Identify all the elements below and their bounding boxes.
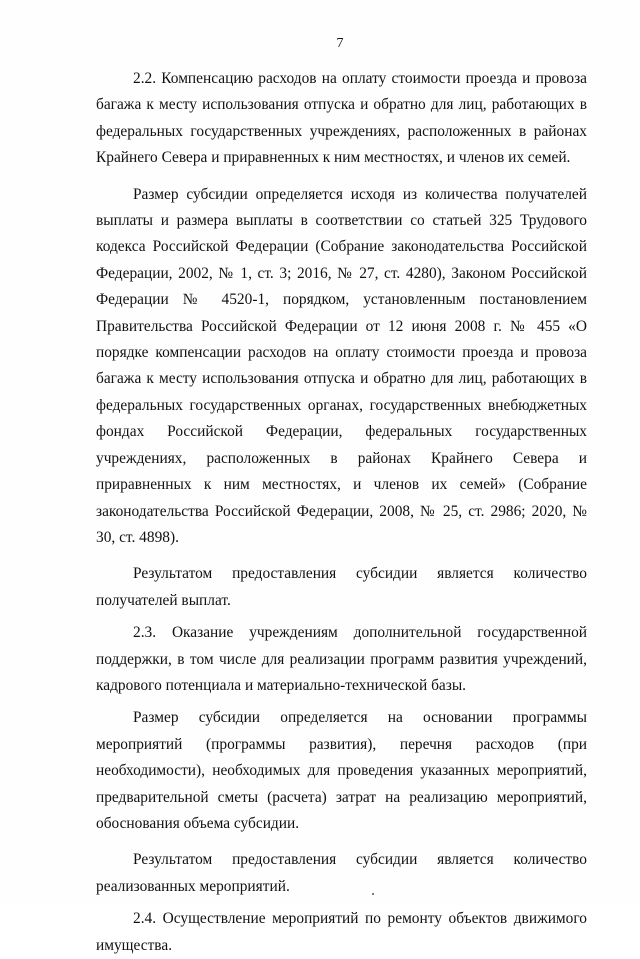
paragraph-subsidy-size-travel: Размер субсидии определяется исходя из количества получателей выплаты и размера выплаты в соответствии со статьей 325 Трудового кодекса Российской Федерации (Собрание законодательства Российской Федерации, 2002, № 1, ст. 3; 2016, № 27, ст. 4280), Законом Российской Федерации № 4520-1, порядком, установленным постановлением Правительства Российской Федерации от 12 июня 2008 г. № 455 «О порядке компенсации расходов на оплату стоимости проезда и провоза багажа к месту использования отпуска и обратно для лиц, работающих в федеральных государственных органах, государственных внебюджетных фондах Российской Федерации, федеральных государственных учреждениях, расположенных в районах Крайнего Севера и приравненных к ним местностях, и членов их семей» (Собрание законодательства Российской Федерации, 2008, № 25, ст. 2986; 2020, № 30, ст. 4898). xyxy=(96,185,587,546)
paragraph-2-4: 2.4. Осуществление мероприятий по ремонту объектов движимого имущества. xyxy=(96,910,587,954)
paragraph-result-activities: Результатом предоставления субсидии является количество реализованных мероприятий. xyxy=(96,851,587,895)
paragraph-2-2: 2.2. Компенсацию расходов на оплату стоимости проезда и провоза багажа к месту использования отпуска и обратно для лиц, работающих в федеральных государственных учреждениях, расположенных в районах Крайнего Севера и приравненных к ним местностях, и членов их семей. xyxy=(96,70,587,167)
paragraph-2-3: 2.3. Оказание учреждениям дополнительной государственной поддержки, в том числе для реализации программ развития учреждений, кадрового потенциала и материально-технической базы. xyxy=(96,624,587,694)
paragraph-subsidy-size-program: Размер субсидии определяется на основании программы мероприятий (программы развития), перечня расходов (при необходимости), необходимых для проведения указанных мероприятий, предварительной сметы (расчета) затрат на реализацию мероприятий, обоснования объема субсидии. xyxy=(96,709,587,832)
document-body xyxy=(96,66,587,959)
page-number: 7 xyxy=(336,36,344,51)
scan-artifact-dot xyxy=(372,893,374,895)
paragraph-result-recipients: Результатом предоставления субсидии является количество получателей выплат. xyxy=(96,565,587,609)
